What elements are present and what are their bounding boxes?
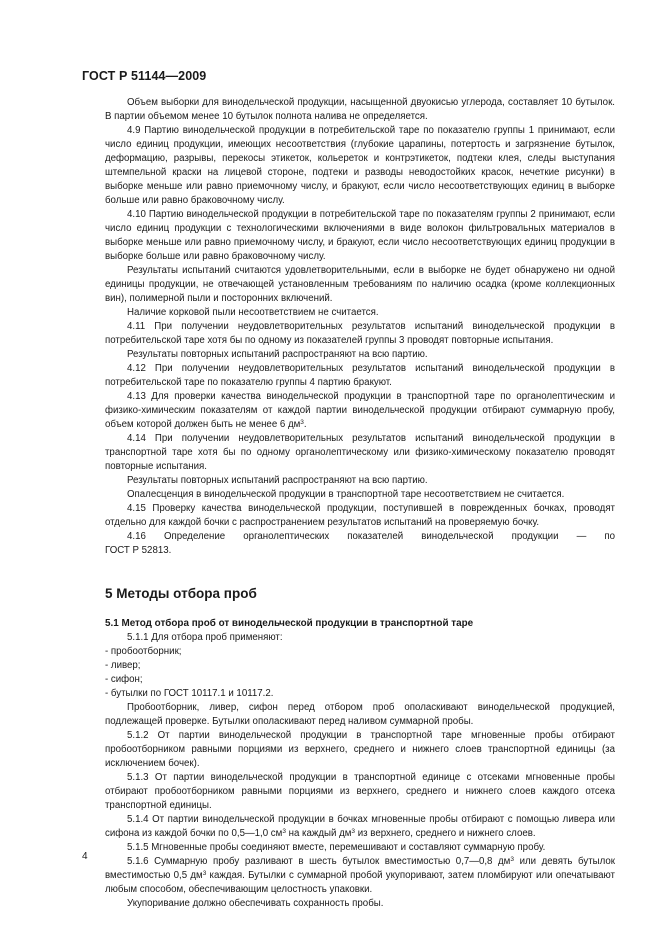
paragraph: Объем выборки для винодельческой продукции, насыщенной двуокисью углерода, составляет 10 бутылок. В партии объемом менее 10 бутылок полнота налива не определяется.	[105, 97, 615, 122]
paragraph-4-14: 4.14 При получении неудовлетворительных результатов испытаний винодельческой продукции в транспортной таре хотя бы по одному органолептическому или физико-химическому показателю проводят повторные испытания.	[105, 433, 615, 472]
paragraph-text: каждая. Бутылки с суммарной пробой укупоривают, затем пломбируют или опечатывают любым способом, обеспечивающим целостность упаковки.	[105, 870, 615, 895]
paragraph-5-1-4	[105, 813, 615, 841]
paragraph-4-16-line2: ГОСТ Р 52813.	[105, 545, 172, 556]
paragraph-4-16-line1: 4.16 Определение органолептических показателей винодельческой продукции — по	[127, 531, 615, 542]
superscript: 3	[510, 856, 514, 863]
paragraph-5-1-2: 5.1.2 От партии винодельческой продукции в транспортной таре мгновенные пробы отбирают пробоотборником равными порциями из верхнего, среднего и нижнего слоев транспортной единицы (за исключением бочек).	[105, 730, 615, 769]
paragraph-text: из верхнего, среднего и нижнего слоев.	[355, 828, 536, 839]
paragraph-4-15: 4.15 Проверку качества винодельческой продукции, поступившей в поврежденных бочках, проводят отдельно для каждой бочки с распространением результатов испытаний на проверяемую бочку.	[105, 503, 615, 528]
paragraph-4-10: 4.10 Партию винодельческой продукции в потребительской таре по показателям группы 2 принимают, если число единиц продукции с технологическими включениями в виде волокон фильтровальных материалов в выборке меньше или равно приемочному числу, и бракуют, если число несоответствующих единиц продукции в выборке больше или равно браковочному числу.	[105, 209, 615, 262]
list-item: - ливер;	[105, 660, 141, 671]
superscript: 3	[351, 828, 356, 835]
document-body	[105, 96, 615, 911]
superscript: 3	[300, 419, 304, 426]
paragraph-text: .	[303, 419, 307, 430]
paragraph-5-1-5: 5.1.5 Мгновенные пробы соединяют вместе, перемешивают и составляют суммарную пробу.	[127, 842, 546, 853]
paragraph-5-1-3: 5.1.3 От партии винодельческой продукции в транспортной единице с отсеками мгновенные пробы отбирают пробоотборником равными порциями из верхнего, среднего и нижнего слоев каждого отсека транспортной единицы.	[105, 772, 615, 811]
paragraph: Результаты испытаний считаются удовлетворительными, если в выборке не будет обнаружено ни одной единицы продукции, не отвечающей установленным требованиям по наличию осадка (кроме коллекционных вин), полимерной пыли и посторонних включений.	[105, 265, 615, 304]
paragraph-5-1-1: 5.1.1 Для отбора проб применяют:	[127, 632, 283, 643]
list-item: - сифон;	[105, 674, 143, 685]
paragraph-4-11: 4.11 При получении неудовлетворительных результатов испытаний винодельческой продукции в потребительской таре хотя бы по одному из показателей группы 3 проводят повторные испытания.	[105, 321, 615, 346]
document-header: ГОСТ Р 51144—2009	[82, 69, 207, 83]
superscript: 3	[282, 828, 286, 835]
list-item: - бутылки по ГОСТ 10117.1 и 10117.2.	[105, 688, 274, 699]
superscript: 3	[202, 870, 207, 877]
paragraph-text: 5.1.4 От партии винодельческой продукции в бочках мгновенные пробы отбирают с помощью ливера или сифона из каждой бочки по 0,5—1,0 см	[105, 814, 615, 839]
paragraph-text: 5.1.6 Суммарную пробу разливают в шесть бутылок вместимостью 0,7—0,8 дм	[127, 856, 511, 867]
page-number: 4	[82, 851, 88, 862]
paragraph-text: на каждый дм	[285, 828, 352, 839]
paragraph-4-12: 4.12 При получении неудовлетворительных результатов испытаний винодельческой продукции в потребительской таре по показателю группы 4 партию бракуют.	[105, 363, 615, 388]
paragraph: Пробоотборник, ливер, сифон перед отбором проб ополаскивают винодельческой продукцией, подлежащей проверке. Бутылки ополаскивают перед наливом суммарной пробы.	[105, 702, 615, 727]
section-5-1-title: 5.1 Метод отбора проб от винодельческой продукции в транспортной таре	[105, 618, 474, 629]
paragraph: Укупоривание должно обеспечивать сохранность пробы.	[127, 898, 384, 909]
paragraph: Результаты повторных испытаний распространяют на всю партию.	[127, 475, 428, 486]
list-item: - пробоотборник;	[105, 646, 182, 657]
paragraph-4-9: 4.9 Партию винодельческой продукции в потребительской таре по показателю группы 1 принимают, если число единиц продукции, имеющих несоответствия (глубокие царапины, потертость и загрязнение бутылок, деформацию, разрывы, перекосы этикеток, кольереток и контрэтикеток, подтеки клея, следы выступания штемпельной краски на лицевой стороне, подтеки и разводы неводостойких красок, нечеткие рисунки) в выборке меньше или равно приемочному числу, и бракуют, если число несоответствующих единиц в выборке больше или равно браковочному числу.	[105, 125, 615, 206]
paragraph-text: или девять бутылок вместимостью 0,5 дм	[105, 856, 616, 881]
paragraph: Результаты повторных испытаний распространяют на всю партию.	[127, 349, 428, 360]
paragraph: Наличие корковой пыли несоответствием не считается.	[127, 307, 379, 318]
paragraph-text: 4.13 Для проверки качества винодельческой продукции в транспортной таре по органолептическим и физико-химическим показателям от каждой партии винодельческой продукции отбирают суммарную пробу, объем которой должен быть не менее 6 дм	[105, 391, 615, 430]
paragraph: Опалесценция в винодельческой продукции в транспортной таре несоответствием не считается.	[127, 489, 565, 500]
paragraph-4-13	[105, 390, 615, 432]
section-5-title: 5 Методы отбора проб	[105, 586, 257, 601]
paragraph-5-1-6	[105, 855, 615, 897]
